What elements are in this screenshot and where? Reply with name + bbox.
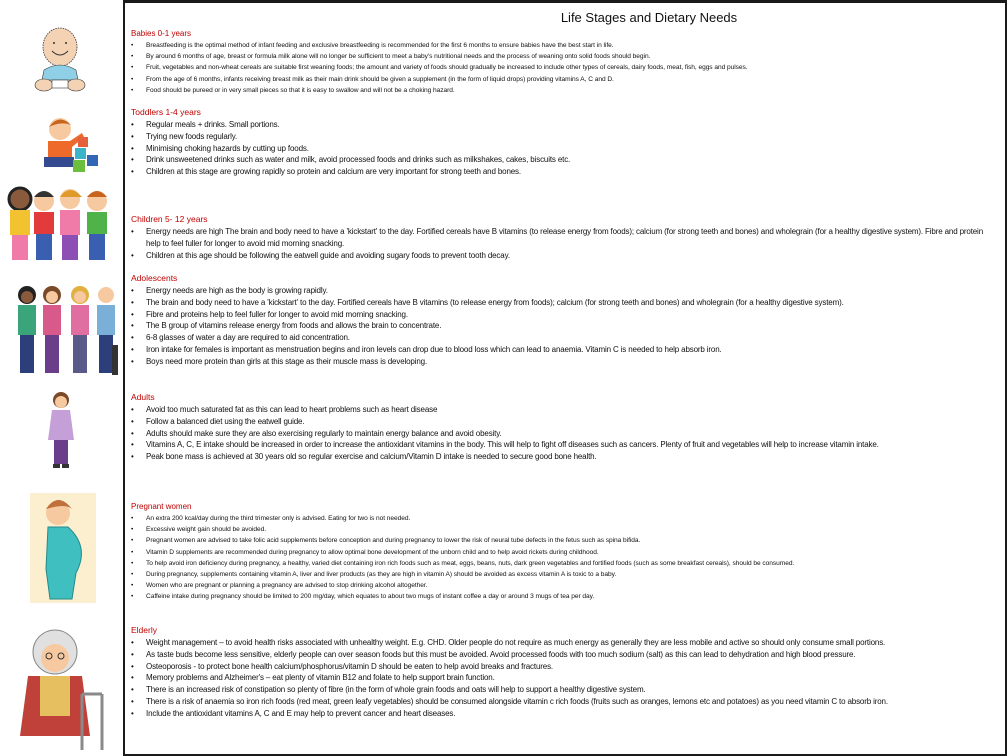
section-heading: Elderly xyxy=(131,625,157,635)
list-item: • Peak bone mass is achieved at 30 years old so regular exercise and calcium/Vitamin D intake is needed to secure good bone health. xyxy=(131,451,997,463)
list-item: • Pregnant women are advised to take folic acid supplements before conception and during pregnancy to lower the risk of neural tube defects in the fetus such as spina bifida. xyxy=(131,535,997,546)
list-item: • Regular meals + drinks. Small portions. xyxy=(131,119,997,131)
list-item: • Breastfeeding is the optimal method of infant feeding and exclusive breastfeeding is recommended for the first 6 months to ensure babies have the best start in life. xyxy=(131,40,997,51)
page-title: Life Stages and Dietary Needs xyxy=(560,10,738,25)
list-item: • 6-8 glasses of water a day are required to aid concentration. xyxy=(131,332,997,344)
list-item: • Vitamin D supplements are recommended during pregnancy to allow optimal bone development of the unborn child and to help avoid rickets during childhood. xyxy=(131,547,997,558)
list-item: • Caffeine intake during pregnancy should be limited to 200 mg/day, which equates to about two mugs of instant coffee a day or around 3 mugs of tea per day. xyxy=(131,591,997,602)
section-children xyxy=(131,214,997,261)
section-heading: Adults xyxy=(131,392,155,402)
list-item: • There is an increased risk of constipation so plenty of fibre (in the form of whole grain foods and oats will help to support a healthy digestive system. xyxy=(131,684,997,696)
section-heading: Children 5- 12 years xyxy=(131,214,208,224)
list-item: • By around 6 months of age, breast or formula milk alone will no longer be sufficient to meet a baby's nutritional needs and the process of weaning onto solid foods should begin. xyxy=(131,51,997,62)
section-heading: Adolescents xyxy=(131,273,178,283)
list-item: • Drink unsweetened drinks such as water and milk, avoid processed foods and drinks such as milkshakes, cakes, biscuits etc. xyxy=(131,154,997,166)
adolescents-illustration xyxy=(12,285,124,380)
list-item: • Vitamins A, C, E intake should be increased in order to increase the antioxidant vitamins in the body. This will help to fight off diseases such as cancers. Plenty of fruit and vegetables will help to increase vitamin intake. xyxy=(131,439,997,451)
section-adults xyxy=(131,392,997,463)
list-item: • Adults should make sure they are also exercising regularly to maintain energy balance and avoid obesity. xyxy=(131,428,997,440)
section-heading: Toddlers 1-4 years xyxy=(131,107,201,117)
section-heading: Pregnant women xyxy=(131,502,192,511)
elderly-woman-illustration xyxy=(10,624,112,752)
list-item: • Energy needs are high The brain and body need to have a 'kickstart' to the day. Fortified cereals have B vitamins (to release energy from foods); calcium (for strong teeth and bones) and wholegrain (for a healthy digestive system). Fibre and protein help to feel fuller for longer to avoid mid morning snacking. xyxy=(131,226,997,250)
list-item: • As taste buds become less sensitive, elderly people can over season foods but this must be avoided. Avoid processed foods with too much sodium (salt) as this can lead to dehydration and high blood pressure. xyxy=(131,649,997,661)
list-item: • Include the antioxidant vitamins A, C and E may help to prevent cancer and heart diseases. xyxy=(131,708,997,720)
list-item: • From the age of 6 months, infants receiving breast milk as their main drink should be given a supplement (in the form of liquid drops) providing vitamins A, C and D. xyxy=(131,74,997,85)
list-item: • An extra 200 kcal/day during the third trimester only is advised. Eating for two is not needed. xyxy=(131,513,997,524)
list-item: • Weight management – to avoid health risks associated with unhealthy weight. E.g. CHD. Older people do not require as much energy as generally they are less mobile and active so should only consume small portions. xyxy=(131,637,997,649)
list-item: • Energy needs are high as the body is growing rapidly. xyxy=(131,285,997,297)
list-item: • Follow a balanced diet using the eatwell guide. xyxy=(131,416,997,428)
section-adolescents xyxy=(131,273,997,368)
list-item: • Boys need more protein than girls at this stage as their muscle mass is developing. xyxy=(131,356,997,368)
list-item: • Excessive weight gain should be avoided. xyxy=(131,524,997,535)
baby-illustration xyxy=(30,25,90,95)
list-item: • Children at this age should be following the eatwell guide and avoiding sugary foods to prevent tooth decay. xyxy=(131,250,997,262)
toddler-illustration xyxy=(40,115,105,175)
list-item: • Children at this stage are growing rapidly so protein and calcium are very important for strong teeth and bones. xyxy=(131,166,997,178)
list-item: • Trying new foods regularly. xyxy=(131,131,997,143)
adult-woman-illustration xyxy=(44,390,78,470)
list-item: • To help avoid iron deficiency during pregnancy, a healthy, varied diet containing iron rich foods such as meat, eggs, beans, nuts, dark green vegetables and fortified foods (such as some breakfast cereals), should be consumed. xyxy=(131,558,997,569)
list-item: • There is a risk of anaemia so iron rich foods (red meat, green leafy vegetables) should be consumed alongside vitamin c rich foods (fruits such as oranges, lemons etc and potatoes) as you need vitamin C to absorb iron. xyxy=(131,696,997,708)
list-item: • Fruit, vegetables and non-wheat cereals are suitable first weaning foods; the amount and variety of foods should gradually be increased to include other types of cereals, dairy foods, meat, fish, eggs and pulses. xyxy=(131,62,997,73)
list-item: • Women who are pregnant or planning a pregnancy are advised to stop drinking alcohol altogether. xyxy=(131,580,997,591)
list-item: • Fibre and proteins help to feel fuller for longer to avoid mid morning snacking. xyxy=(131,309,997,321)
list-item: • Osteoporosis - to protect bone health calcium/phosphorus/vitamin D should be eaten to help avoid breaks and fractures. xyxy=(131,661,997,673)
list-item: • Memory problems and Alzheimer's – eat plenty of vitamin B12 and folate to help support brain function. xyxy=(131,672,997,684)
section-toddlers xyxy=(131,107,997,178)
list-item: • Iron intake for females is important as menstruation begins and iron levels can drop due to blood loss which can lead to anaemia. Vitamin C is needed to help absorb iron. xyxy=(131,344,997,356)
section-babies xyxy=(131,29,997,96)
section-elderly xyxy=(131,625,997,720)
section-pregnant-women xyxy=(131,502,997,603)
list-item: • The brain and body need to have a 'kickstart' to the day. Fortified cereals have B vitamins (to release energy from foods); calcium (for strong teeth and bones) and wholegrain (for a healthy digestive system). xyxy=(131,297,997,309)
list-item: • Food should be pureed or in very small pieces so that it is easy to swallow and will not be a choking hazard. xyxy=(131,85,997,96)
list-item: • Avoid too much saturated fat as this can lead to heart problems such as heart disease xyxy=(131,404,997,416)
list-item: • Minimising choking hazards by cutting up foods. xyxy=(131,143,997,155)
list-item: • The B group of vitamins release energy from foods and allows the brain to concentrate. xyxy=(131,320,997,332)
children-illustration xyxy=(2,185,124,265)
section-heading: Babies 0-1 years xyxy=(131,29,192,38)
list-item: • During pregnancy, supplements containing vitamin A, liver and liver products (as they are high in vitamin A) should be avoided as excess vitamin A is toxic to a baby. xyxy=(131,569,997,580)
pregnant-woman-illustration xyxy=(30,493,96,603)
